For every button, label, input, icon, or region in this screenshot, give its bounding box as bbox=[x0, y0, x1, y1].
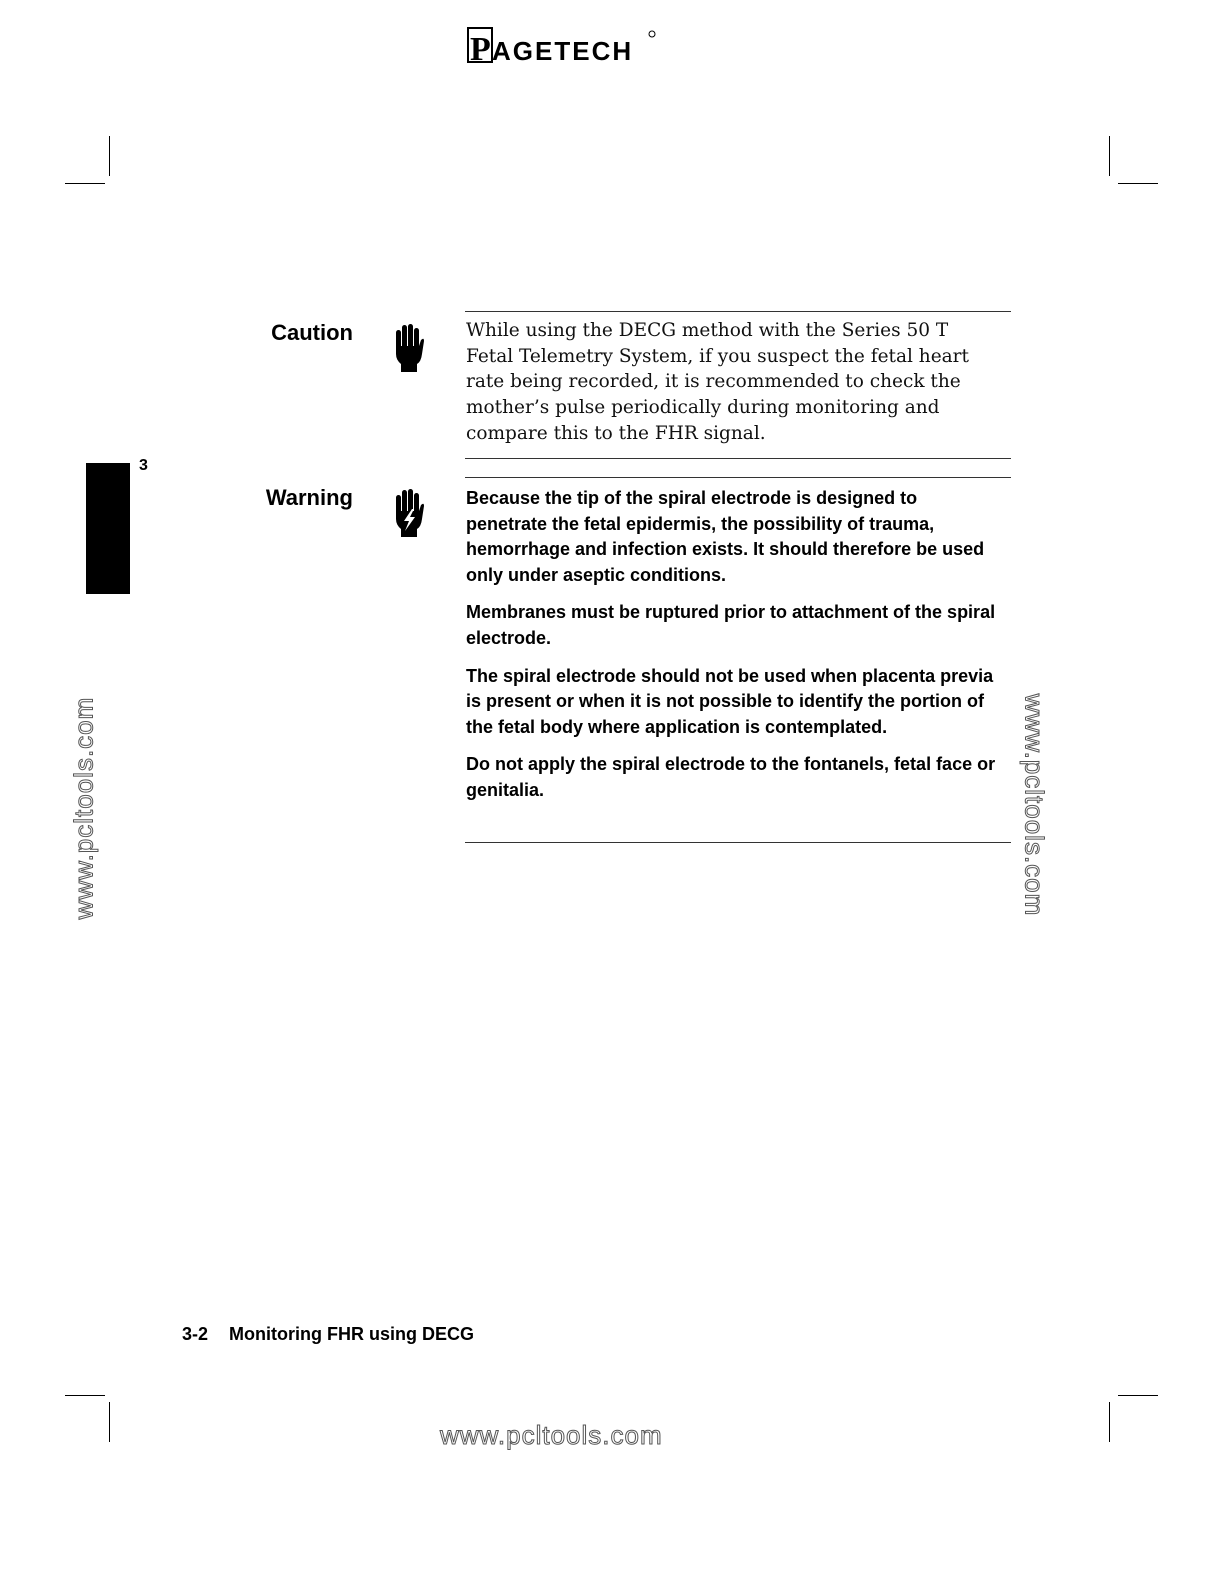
watermark-bottom: www.pcltools.com bbox=[440, 1420, 663, 1450]
section-title: Monitoring FHR using DECG bbox=[229, 1324, 474, 1344]
caution-top-rule bbox=[465, 311, 1011, 312]
hand-stop-icon bbox=[391, 322, 427, 374]
crop-mark bbox=[65, 183, 105, 184]
crop-mark bbox=[1109, 136, 1110, 176]
page-number: 3-2 bbox=[182, 1324, 209, 1344]
warning-paragraph: Membranes must be ruptured prior to attachment of the spiral electrode. bbox=[466, 602, 996, 648]
warning-paragraph: Because the tip of the spiral electrode is designed to penetrate the fetal epidermis, the possibility of trauma, hemorrhage and infection exists. It should therefore be used only under aseptic conditions. bbox=[466, 488, 985, 585]
chapter-tab-number: 3 bbox=[139, 457, 148, 474]
crop-mark bbox=[109, 136, 110, 176]
caution-label: Caution bbox=[271, 320, 353, 345]
warning-paragraph: Do not apply the spiral electrode to the fontanels, fetal face or genitalia. bbox=[466, 754, 996, 800]
warning-top-rule bbox=[465, 477, 1011, 478]
crop-mark bbox=[109, 1402, 110, 1442]
warning-paragraph: The spiral electrode should not be used when placenta previa is present or when it is not possible to identify the portion of the fetal body where application is contemplated. bbox=[466, 665, 994, 737]
caution-bottom-rule bbox=[465, 458, 1011, 459]
watermark-right: www.pcltools.com bbox=[1019, 693, 1050, 917]
pagetech-logo bbox=[466, 22, 662, 70]
warning-text-block bbox=[466, 486, 1001, 816]
svg-text:P: P bbox=[470, 31, 491, 68]
hand-lightning-icon bbox=[391, 487, 427, 539]
crop-mark bbox=[1118, 183, 1158, 184]
chapter-tab bbox=[86, 463, 130, 594]
watermark-left: www.pcltools.com bbox=[68, 696, 99, 920]
svg-text:AGETECH: AGETECH bbox=[492, 36, 634, 66]
crop-mark bbox=[1109, 1402, 1110, 1442]
crop-mark bbox=[65, 1395, 105, 1396]
caution-text: While using the DECG method with the Series 50 T Fetal Telemetry System, if you suspect the fetal heart rate being recorded, it is recommended to check the mother’s pulse periodically during monitoring and compare this to the FHR signal. bbox=[466, 320, 969, 444]
warning-label: Warning bbox=[265, 485, 353, 510]
warning-bottom-rule bbox=[465, 842, 1011, 843]
crop-mark bbox=[1118, 1395, 1158, 1396]
page-footer bbox=[182, 1324, 474, 1345]
